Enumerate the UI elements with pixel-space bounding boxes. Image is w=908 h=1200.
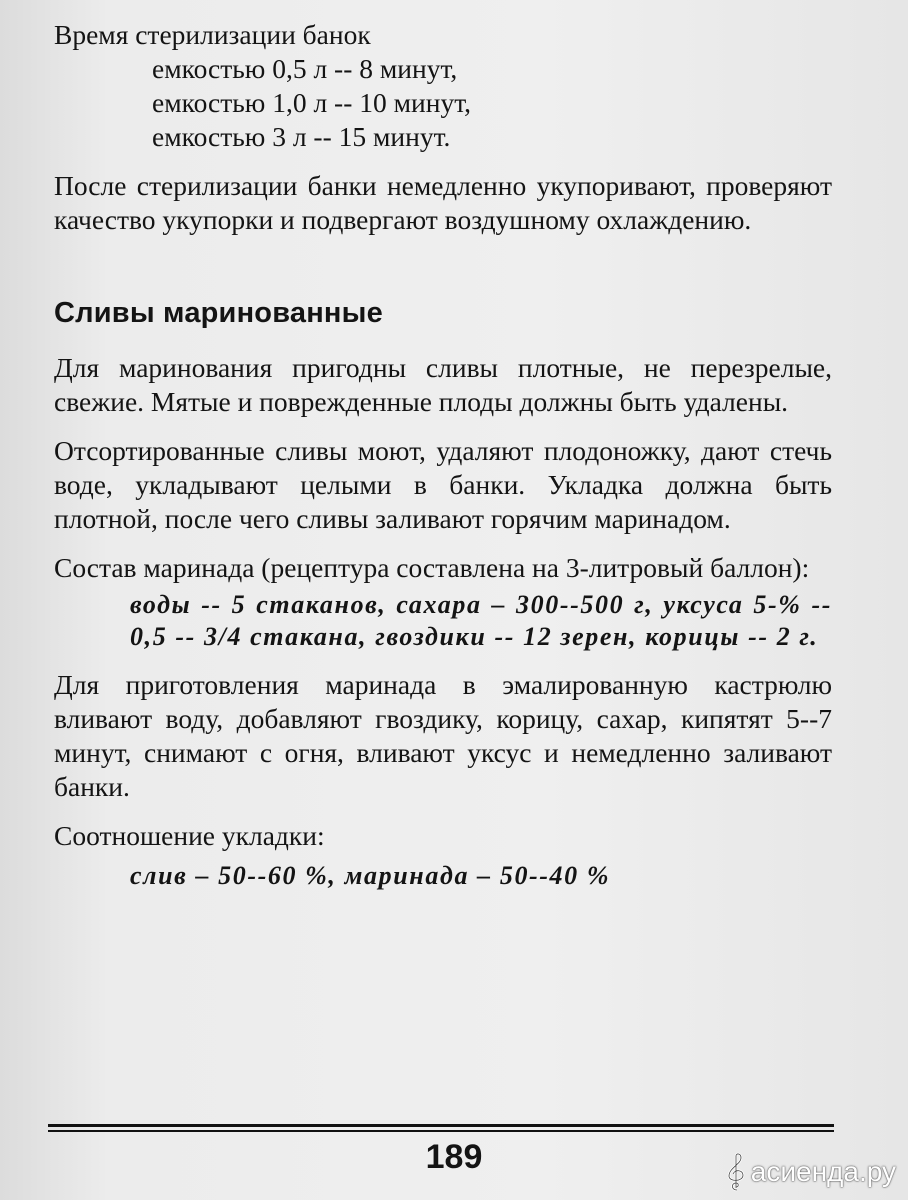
list-item: емкостью 3 л -- 15 минут. bbox=[152, 121, 451, 152]
page-number: 189 bbox=[425, 1138, 483, 1176]
treble-clef-icon bbox=[725, 1152, 747, 1192]
paragraph-marinade-intro: Состав маринада (рецептура составлена на 3-литровый баллон): bbox=[54, 552, 810, 583]
sterilization-list bbox=[152, 52, 832, 154]
after-sterilization-paragraph: После стерилизации банки немедленно укупоривают, проверяют качество укупорки и подвергают воздушному охлаждению. bbox=[54, 170, 832, 235]
paragraph-suitability: Для маринования пригодны сливы плотные, не перезрелые, свежие. Мятые и поврежденные плоды должны быть удалены. bbox=[54, 352, 832, 417]
paragraph-marinade-method: Для приготовления маринада в эмалированную кастрюлю вливают воду, добавляют гвоздику, корицу, сахар, кипятят 5--7 минут, снимают с огня, вливают уксус и немедленно заливают банки. bbox=[54, 669, 832, 802]
footer-rule-thin bbox=[48, 1130, 834, 1132]
page-content bbox=[54, 18, 832, 893]
list-item: емкостью 0,5 л -- 8 минут, bbox=[152, 53, 458, 84]
footer-rule bbox=[48, 1124, 834, 1127]
paragraph-preparation: Отсортированные сливы моют, удаляют плодоножку, дают стечь воде, укладывают целыми в банки. Укладка должна быть плотной, после чего сливы заливают горячим маринадом. bbox=[54, 435, 832, 534]
paragraph-ratio-intro: Соотношение укладки: bbox=[54, 820, 325, 851]
section-title: Сливы маринованные bbox=[54, 297, 383, 329]
watermark bbox=[725, 1150, 896, 1194]
packing-ratio: слив – 50--60 %, маринада – 50--40 % bbox=[130, 861, 611, 890]
watermark-text: асиенда.ру bbox=[750, 1156, 896, 1187]
list-item: емкостью 1,0 л -- 10 минут, bbox=[152, 87, 472, 118]
sterilization-heading: Время стерилизации банок bbox=[54, 19, 371, 50]
marinade-recipe: воды -- 5 стаканов, сахара – 300--500 г, уксуса 5-% -- 0,5 -- 3/4 стакана, гвоздики -- 12 зерен, корицы -- 2 г. bbox=[130, 590, 832, 651]
